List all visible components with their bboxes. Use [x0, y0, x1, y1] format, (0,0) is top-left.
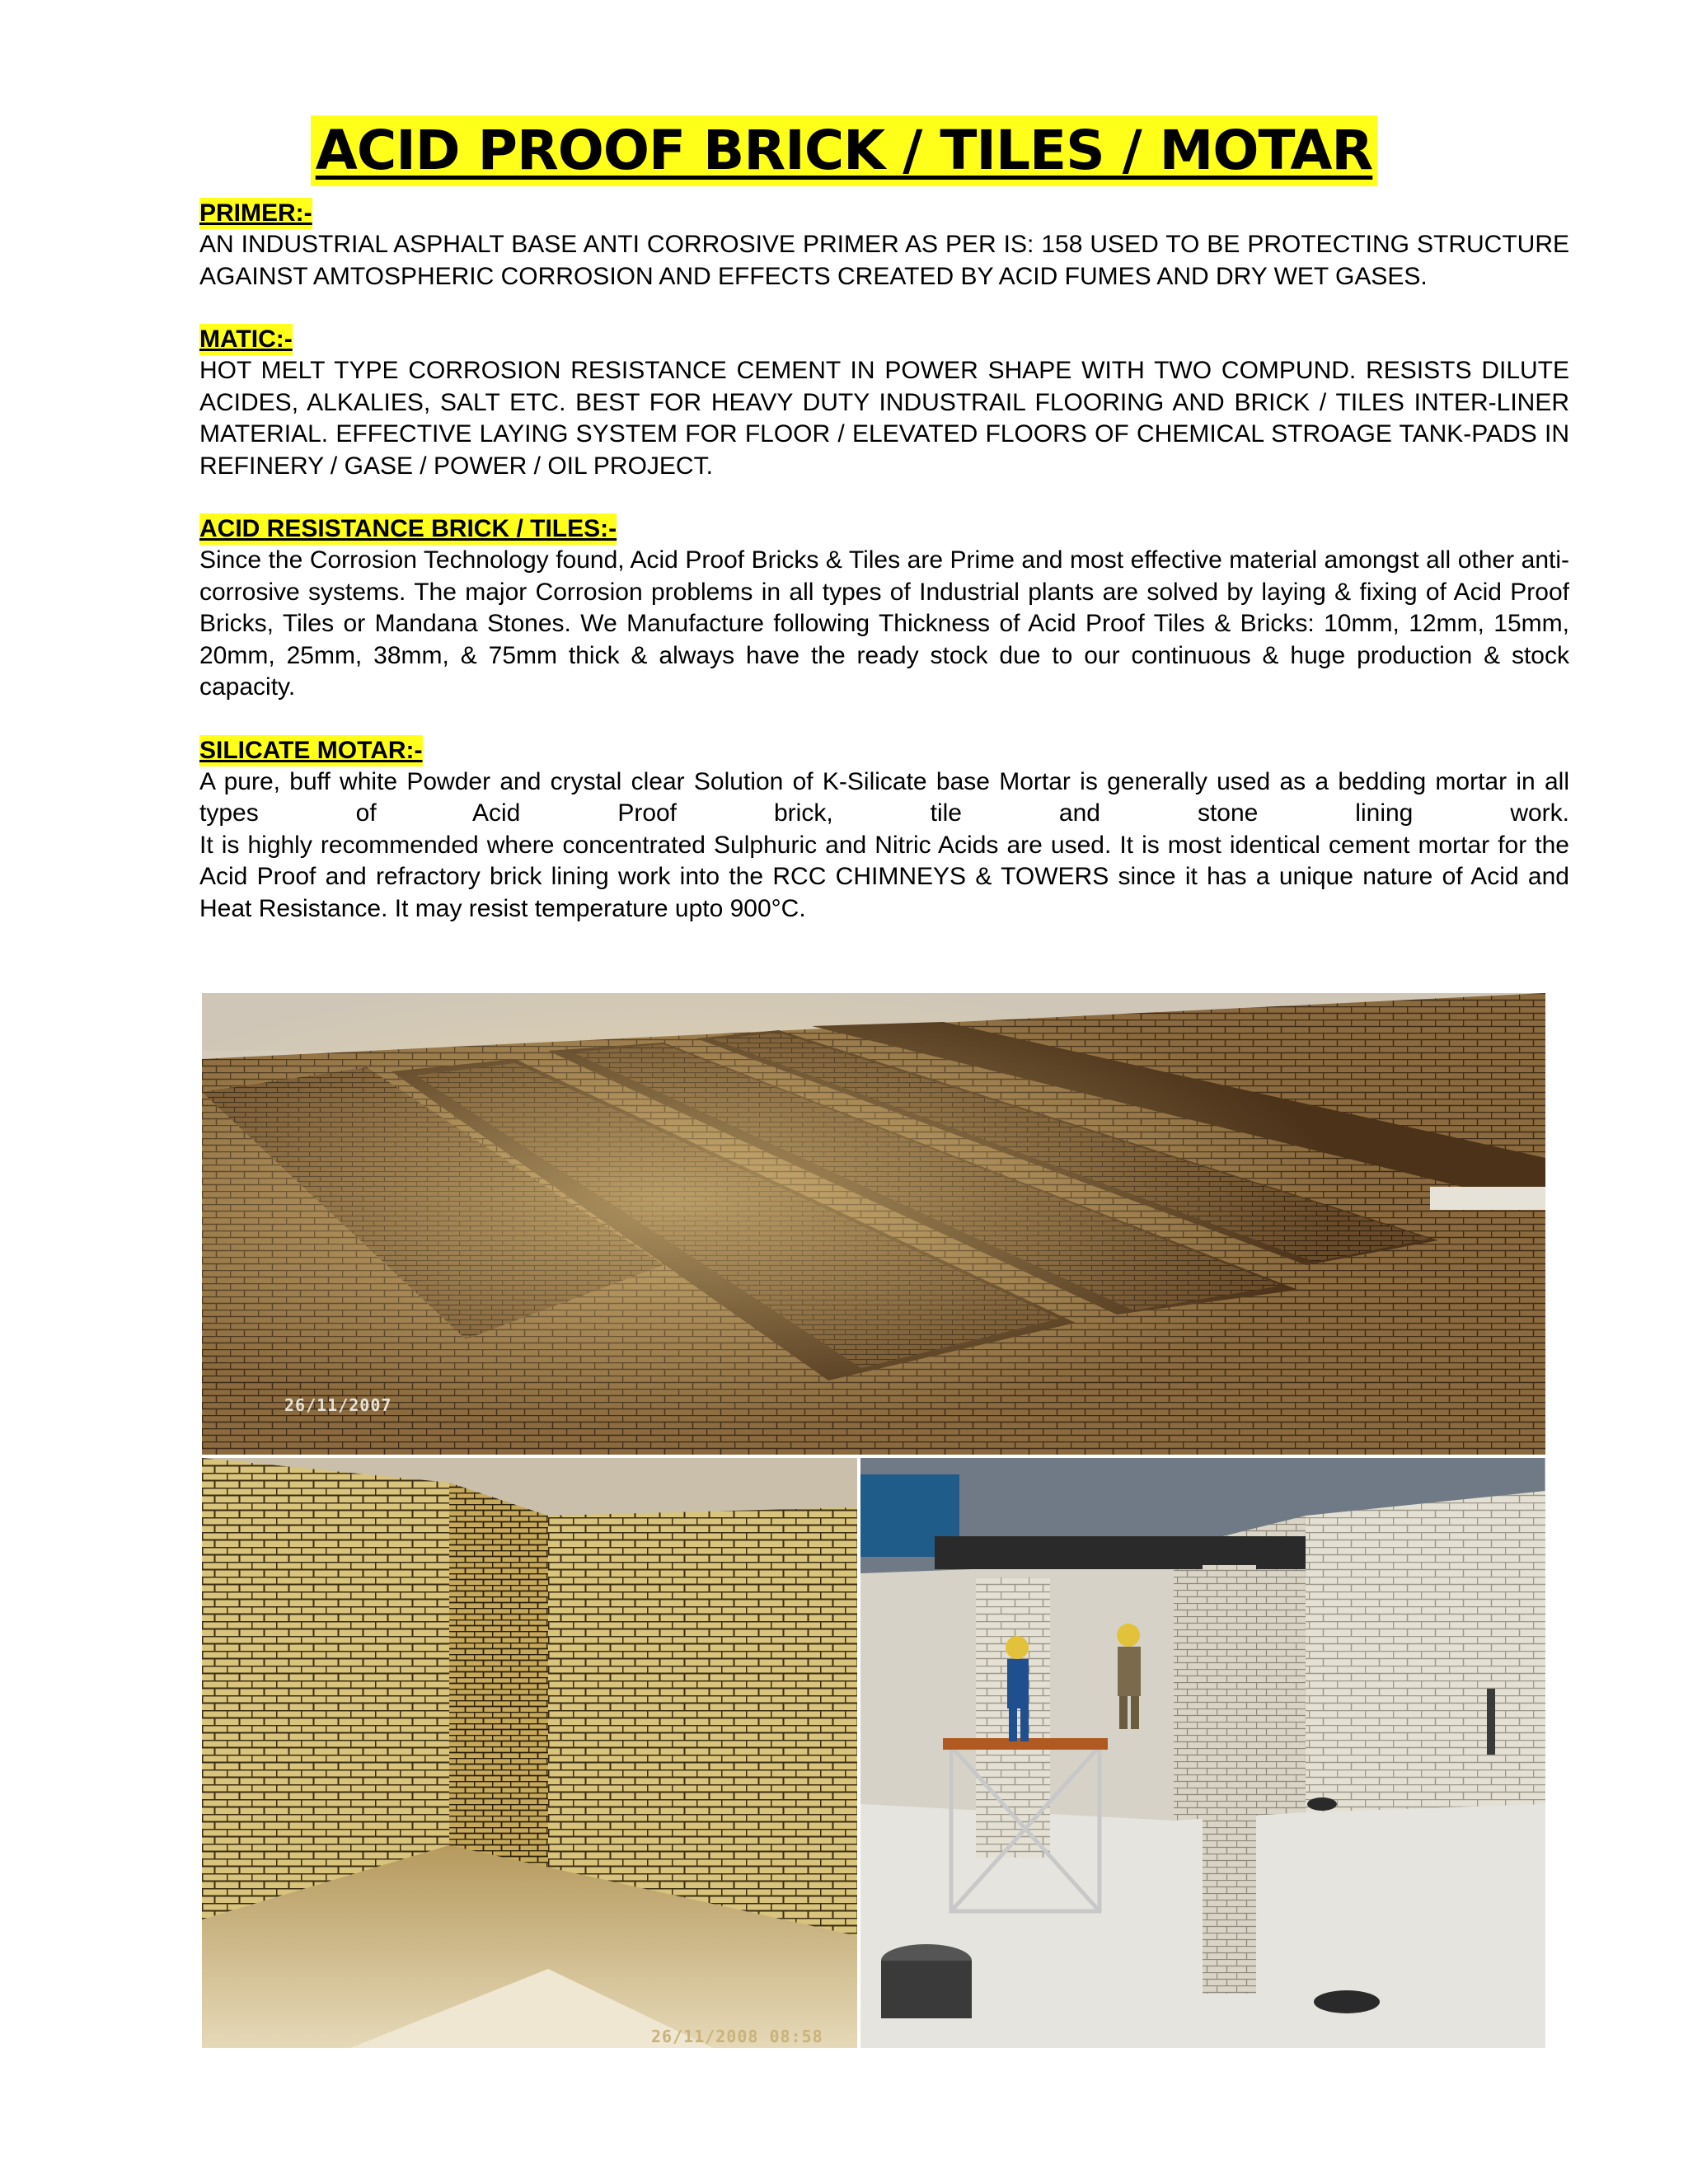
paragraph: It is highly recommended where concentrated Sulphuric and Nitric Acids are used. It is most identical cement mortar for the Acid Proof and refractory brick lining work into the RCC CHIMNEYS & TOWERS since it has a unique nature of Acid and Heat Resistance. It may resist temperature upto 900°C. [199, 831, 1569, 922]
section-silicate-motar [199, 735, 1569, 926]
section-heading: SILICATE MOTAR:- [199, 735, 423, 766]
pillar-lining-photo [860, 1458, 1545, 2048]
section-heading: ACID RESISTANCE BRICK / TILES:- [199, 513, 617, 545]
paragraph: Since the Corrosion Technology found, Acid Proof Bricks & Tiles are Prime and most effective material amongst all other anti-corrosive systems. The major Corrosion problems in all types of Industrial plants are solved by laying & fixing of Acid Proof Bricks, Tiles or Mandana Stones. We Manufacture following Thickness of Acid Proof Tiles & Bricks: 10mm, 12mm, 15mm, 20mm, 25mm, 38mm, & 75mm thick & always have the ready stock due to our continuous & huge production & stock capacity. [199, 546, 1569, 701]
content [199, 198, 1569, 956]
lined-tank-photo [202, 1458, 857, 2048]
section-heading: PRIMER:- [199, 198, 312, 229]
photo-collage [202, 993, 1545, 2048]
section-heading: MATIC:- [199, 324, 293, 355]
paragraph: AN INDUSTRIAL ASPHALT BASE ANTI CORROSIVE PRIMER AS PER IS: 158 USED TO BE PROTECTING STRUCTURE AGAINST AMTOSPHERIC CORROSION AND EFFECTS CREATED BY ACID FUMES AND DRY WET GASES. [199, 231, 1569, 290]
section-acid-resistance [199, 513, 1569, 704]
section-body [199, 766, 1569, 926]
section-body [199, 355, 1569, 482]
paragraph: A pure, buff white Powder and crystal clear Solution of K-Silicate base Mortar is generally used as a bedding mortar in all types of Acid Proof brick, tile and stone lining work. [199, 767, 1569, 827]
photo-date-stamp: 26/11/2008 08:58 [651, 2027, 823, 2046]
section-body [199, 229, 1569, 293]
title-wrap [0, 115, 1688, 186]
section-matic [199, 324, 1569, 482]
page-title: ACID PROOF BRICK / TILES / MOTAR [311, 115, 1378, 186]
photo-date-stamp: 26/11/2007 [284, 1395, 392, 1415]
section-body [199, 545, 1569, 704]
paragraph: HOT MELT TYPE CORROSION RESISTANCE CEMENT IN POWER SHAPE WITH TWO COMPUND. RESISTS DILUTE ACIDES, ALKALIES, SALT ETC. BEST FOR HEAVY DUTY INDUSTRAIL FLOORING AND BRICK / TILES INTER-LINER MATERIAL. EFFECTIVE LAYING SYSTEM FOR FLOOR / ELEVATED FLOORS OF CHEMICAL STROAGE TANK-PADS IN REFINERY / GASE / POWER / OIL PROJECT. [199, 357, 1569, 480]
section-primer [199, 198, 1569, 293]
brick-trench-photo [202, 993, 1545, 1455]
